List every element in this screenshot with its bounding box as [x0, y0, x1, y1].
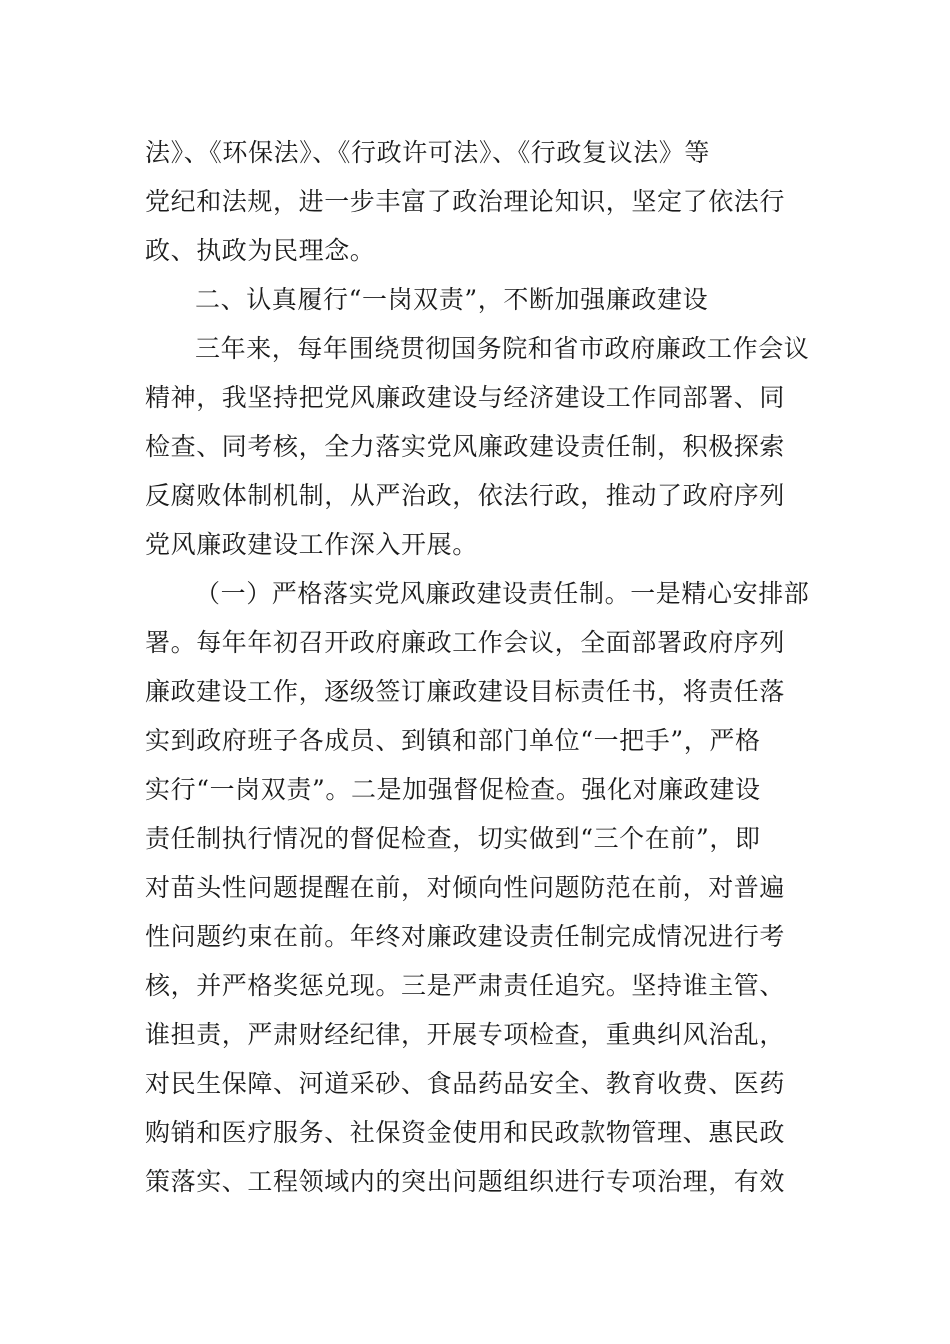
text-line: 性问题约束在前。年终对廉政建设责任制完成情况进行考	[145, 922, 786, 951]
text-line: 精神，我坚持把党风廉政建设与经济建设工作同部署、同	[145, 383, 786, 412]
text-line: 反腐败体制机制，从严治政，依法行政，推动了政府序列	[145, 481, 786, 510]
text-line: 政、执政为民理念。	[145, 236, 376, 265]
text-line: 党纪和法规，进一步丰富了政治理论知识，坚定了依法行	[145, 187, 786, 216]
text-line: 责任制执行情况的督促检查，切实做到“三个在前”，即	[145, 824, 761, 853]
text-line: 检查、同考核，全力落实党风廉政建设责任制，积极探索	[145, 432, 786, 461]
text-line: 实行“一岗双责”。二是加强督促检查。强化对廉政建设	[145, 775, 761, 804]
text-line: 购销和医疗服务、社保资金使用和民政款物管理、惠民政	[145, 1118, 786, 1147]
text-line: 对苗头性问题提醒在前，对倾向性问题防范在前，对普遍	[145, 873, 786, 902]
section-heading: 二、认真履行“一岗双责”，不断加强廉政建设	[195, 285, 709, 314]
text-line: 法》、《环保法》、《行政许可法》、《行政复议法》等	[145, 138, 711, 167]
text-line: 核，并严格奖惩兑现。三是严肃责任追究。坚持谁主管、	[145, 971, 786, 1000]
text-line: 廉政建设工作，逐级签订廉政建设目标责任书，将责任落	[145, 677, 786, 706]
text-line: 策落实、工程领域内的突出问题组织进行专项治理，有效	[145, 1167, 786, 1196]
document-body	[145, 128, 810, 1206]
text-line: 党风廉政建设工作深入开展。	[145, 530, 478, 559]
text-line: 谁担责，严肃财经纪律，开展专项检查，重典纠风治乱，	[145, 1020, 786, 1049]
text-line: 署。每年年初召开政府廉政工作会议，全面部署政府序列	[145, 628, 786, 657]
text-line: 对民生保障、河道采砂、食品药品安全、教育收费、医药	[145, 1069, 786, 1098]
subsection-heading-line: （一）严格落实党风廉政建设责任制。一是精心安排部	[195, 579, 810, 608]
text-line: 三年来，每年围绕贯彻国务院和省市政府廉政工作会议	[195, 334, 810, 363]
text-line: 实到政府班子各成员、到镇和部门单位“一把手”，严格	[145, 726, 761, 755]
